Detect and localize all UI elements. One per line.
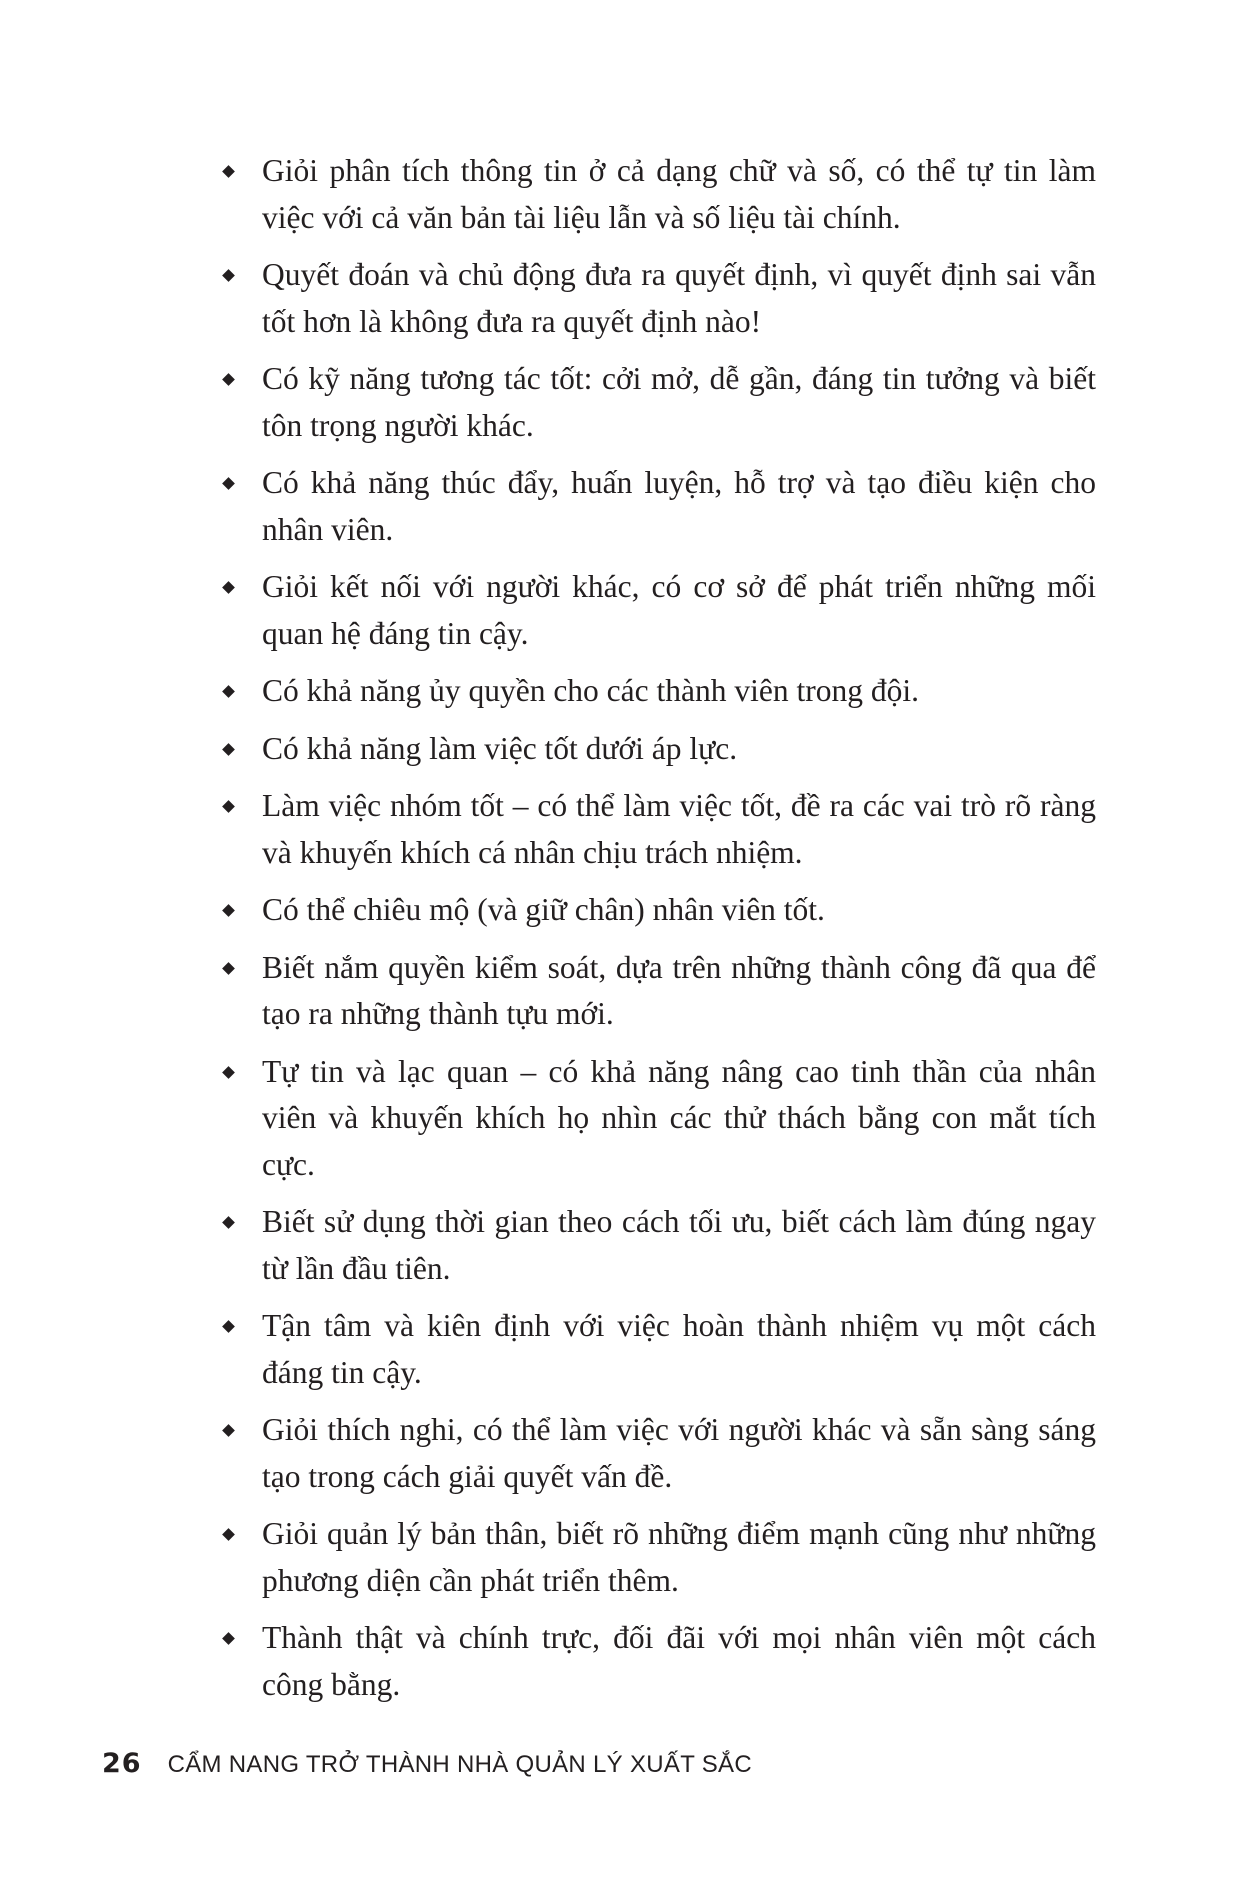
diamond-bullet-icon [222, 1320, 235, 1333]
diamond-bullet-icon [222, 962, 235, 975]
diamond-bullet-icon [222, 1632, 235, 1645]
diamond-bullet-icon [222, 1528, 235, 1541]
diamond-bullet-icon [222, 685, 235, 698]
diamond-bullet-icon [222, 1216, 235, 1229]
page-footer [102, 1748, 752, 1788]
diamond-bullet-icon [222, 373, 235, 386]
list-item [216, 945, 1096, 1038]
list-item [216, 783, 1096, 876]
list-item-text: Giỏi kết nối với người khác, có cơ sở để phát triển những mối quan hệ đáng tin cậy. [262, 569, 1096, 651]
list-item [216, 1199, 1096, 1292]
list-item [216, 148, 1096, 241]
list-item-text: Có kỹ năng tương tác tốt: cởi mở, dễ gần, đáng tin tưởng và biết tôn trọng người khác. [262, 361, 1096, 443]
list-item-text: Có khả năng ủy quyền cho các thành viên trong đội. [262, 673, 919, 708]
list-item-text: Tận tâm và kiên định với việc hoàn thành nhiệm vụ một cách đáng tin cậy. [262, 1308, 1096, 1390]
list-item-text: Giỏi quản lý bản thân, biết rõ những điểm mạnh cũng như những phương diện cần phát triển thêm. [262, 1516, 1096, 1598]
list-item [216, 564, 1096, 657]
diamond-bullet-icon [222, 165, 235, 178]
list-item [216, 887, 1096, 934]
page-number: 26 [102, 1748, 142, 1779]
list-item-text: Quyết đoán và chủ động đưa ra quyết định, vì quyết định sai vẫn tốt hơn là không đưa ra quyết định nào! [262, 257, 1096, 339]
list-item-text: Thành thật và chính trực, đối đãi với mọi nhân viên một cách công bằng. [262, 1620, 1096, 1702]
list-item-text: Có khả năng làm việc tốt dưới áp lực. [262, 730, 738, 766]
list-item-text: Có khả năng thúc đẩy, huấn luyện, hỗ trợ và tạo điều kiện cho nhân viên. [262, 465, 1096, 547]
list-item-text: Làm việc nhóm tốt – có thể làm việc tốt, đề ra các vai trò rõ ràng và khuyến khích cá nhân chịu trách nhiệm. [262, 788, 1096, 870]
list-item [216, 1049, 1096, 1189]
diamond-bullet-icon [222, 477, 235, 490]
list-item [216, 1303, 1096, 1396]
list-item-text: Biết sử dụng thời gian theo cách tối ưu, biết cách làm đúng ngay từ lần đầu tiên. [262, 1204, 1096, 1286]
qualities-bullet-list [216, 148, 1096, 1719]
list-item [216, 356, 1096, 449]
diamond-bullet-icon [222, 269, 235, 282]
list-item [216, 252, 1096, 345]
list-item [216, 668, 1096, 715]
diamond-bullet-icon [222, 1424, 235, 1437]
diamond-bullet-icon [222, 904, 235, 917]
list-item-text: Giỏi phân tích thông tin ở cả dạng chữ và số, có thể tự tin làm việc với cả văn bản tài liệu lẫn và số liệu tài chính. [262, 153, 1096, 235]
diamond-bullet-icon [222, 581, 235, 594]
list-item-text: Giỏi thích nghi, có thể làm việc với người khác và sẵn sàng sáng tạo trong cách giải quyết vấn đề. [262, 1412, 1096, 1494]
diamond-bullet-icon [222, 743, 235, 756]
diamond-bullet-icon [222, 800, 235, 813]
list-item [216, 1615, 1096, 1708]
list-item-text: Có thể chiêu mộ (và giữ chân) nhân viên tốt. [262, 892, 825, 927]
diamond-bullet-icon [222, 1066, 235, 1079]
list-item [216, 1511, 1096, 1604]
list-item [216, 726, 1096, 773]
running-book-title: CẨM NANG TRỞ THÀNH NHÀ QUẢN LÝ XUẤT SẮC [167, 1751, 752, 1778]
list-item-text: Tự tin và lạc quan – có khả năng nâng cao tinh thần của nhân viên và khuyến khích họ nhìn các thử thách bằng con mắt tích cực. [262, 1053, 1096, 1182]
list-item [216, 460, 1096, 553]
list-item-text: Biết nắm quyền kiểm soát, dựa trên những thành công đã qua để tạo ra những thành tựu mới. [262, 949, 1096, 1031]
list-item [216, 1407, 1096, 1500]
